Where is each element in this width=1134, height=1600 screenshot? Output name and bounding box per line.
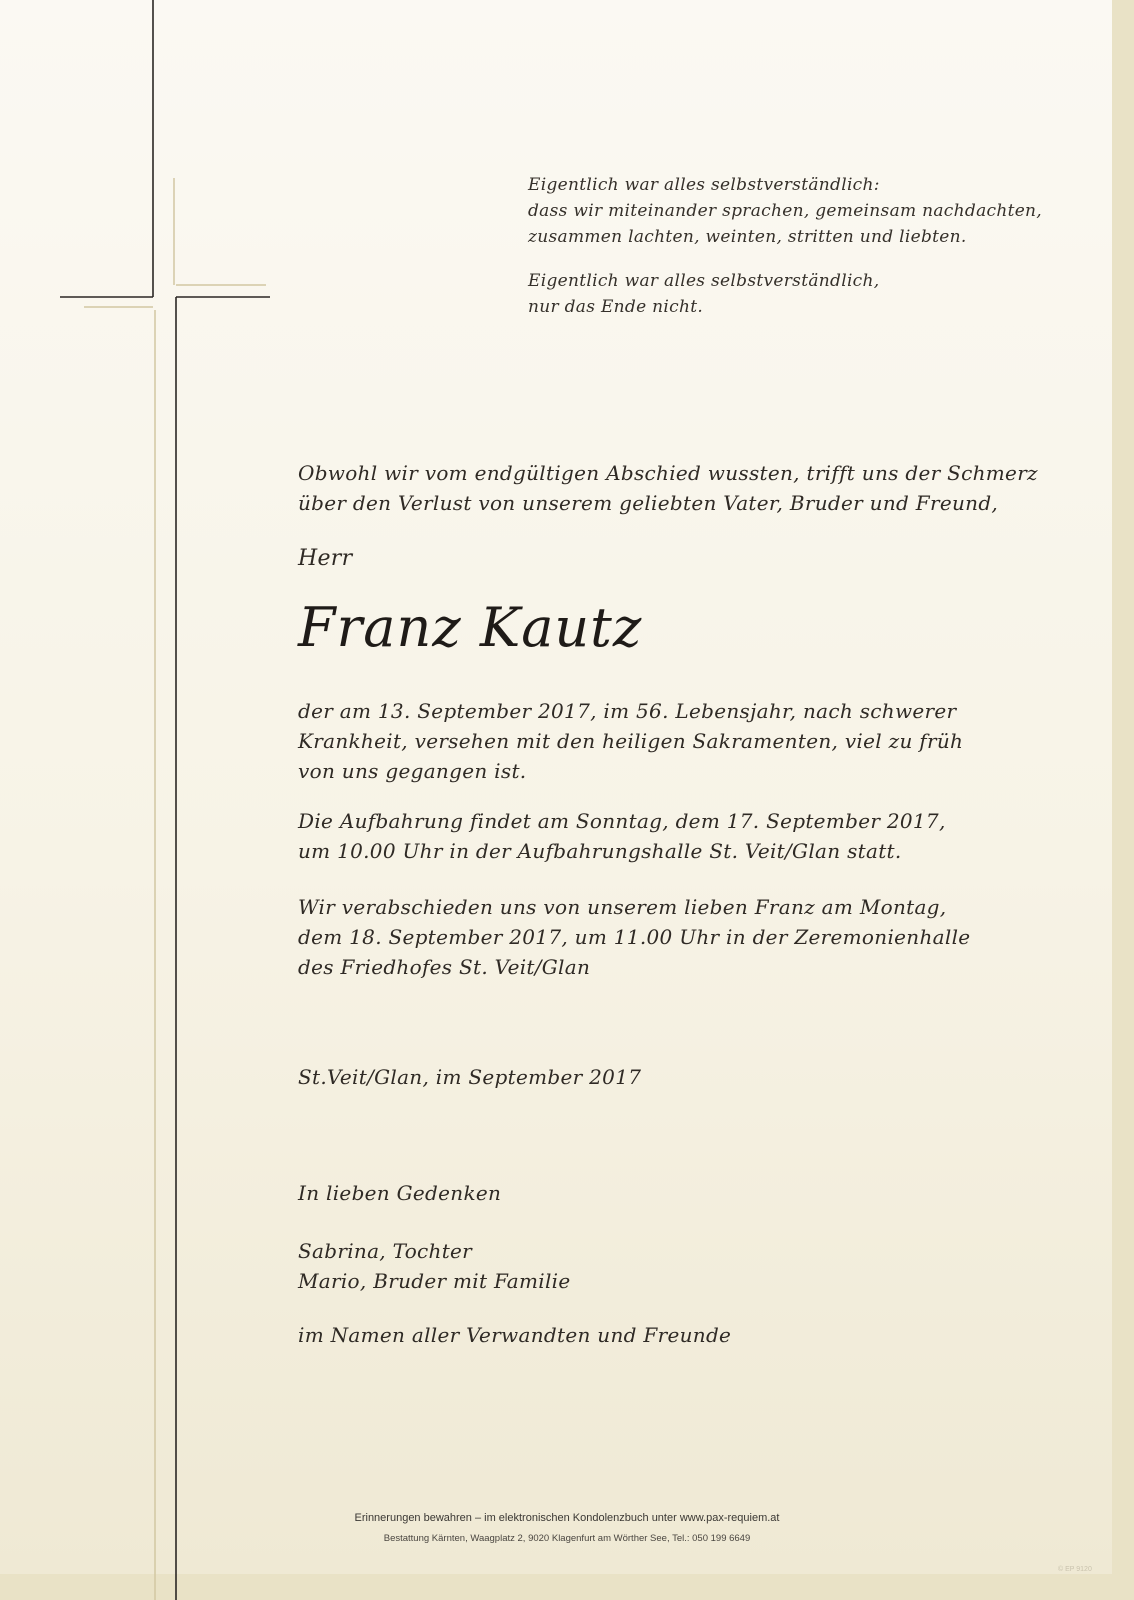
farewell-paragraph xyxy=(298,892,1058,982)
details-line: der am 13. September 2017, im 56. Lebensjahr, nach schwerer xyxy=(298,699,957,723)
details-paragraph xyxy=(298,696,1058,786)
family-member: Sabrina, Tochter xyxy=(298,1239,473,1263)
print-code: © EP 9120 xyxy=(1058,1566,1092,1573)
laying-out-line: Die Aufbahrung findet am Sonntag, dem 17. September 2017, xyxy=(298,809,946,833)
place-date: St.Veit/Glan, im September 2017 xyxy=(298,1065,642,1089)
farewell-line: Wir verabschieden uns von unserem lieben Franz am Montag, xyxy=(298,895,947,919)
farewell-line: des Friedhofes St. Veit/Glan xyxy=(298,955,591,979)
poem-line: Eigentlich war alles selbstverständlich: xyxy=(528,175,880,195)
family-list xyxy=(298,1236,1058,1296)
intro-line: über den Verlust von unserem geliebten Vater, Bruder und Freund, xyxy=(298,491,999,515)
laying-out-line: um 10.00 Uhr in der Aufbahrungshalle St. Veit/Glan statt. xyxy=(298,839,902,863)
poem-line: zusammen lachten, weinten, stritten und liebten. xyxy=(528,227,967,247)
intro-line: Obwohl wir vom endgültigen Abschied wussten, trifft uns der Schmerz xyxy=(298,461,1038,485)
laying-out-paragraph xyxy=(298,806,1058,866)
poem xyxy=(528,172,1042,320)
deceased-name: Franz Kautz xyxy=(298,596,643,659)
memory-line: In lieben Gedenken xyxy=(298,1181,502,1205)
poem-line: dass wir miteinander sprachen, gemeinsam nachdachten, xyxy=(528,201,1043,221)
footer-condolence-link: Erinnerungen bewahren – im elektronischen Kondolenzbuch unter www.pax-requiem.at xyxy=(354,1512,780,1524)
farewell-line: dem 18. September 2017, um 11.00 Uhr in der Zeremonienhalle xyxy=(298,925,971,949)
footer-address: Bestattung Kärnten, Waagplatz 2, 9020 Klagenfurt am Wörther See, Tel.: 050 199 6649 xyxy=(383,1533,751,1544)
salutation: Herr xyxy=(298,546,353,571)
family-member: Mario, Bruder mit Familie xyxy=(298,1269,571,1293)
closing-line: im Namen aller Verwandten und Freunde xyxy=(298,1323,732,1347)
details-line: von uns gegangen ist. xyxy=(298,759,527,783)
poem-line: nur das Ende nicht. xyxy=(528,297,704,317)
details-line: Krankheit, versehen mit den heiligen Sakramenten, viel zu früh xyxy=(298,729,964,753)
intro-paragraph xyxy=(298,458,1058,518)
poem-line: Eigentlich war alles selbstverständlich, xyxy=(528,271,880,291)
